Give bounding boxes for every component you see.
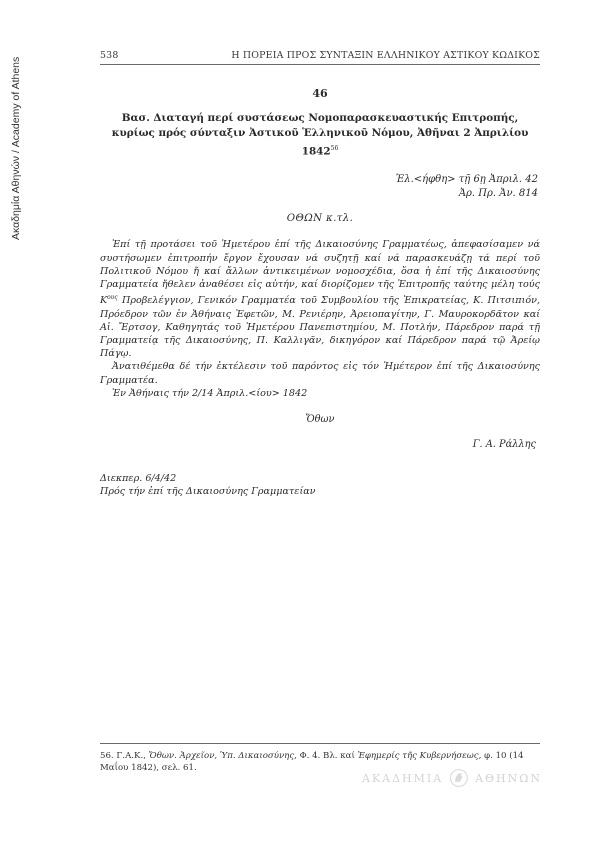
decree-body — [100, 238, 540, 399]
document-title-text: Βασ. Διαταγή περί συστάσεως Νομοπαρασκευαστικής Επιτροπής, κυρίως πρός σύνταξιν Ἀστικοῦ Ἑλληνικοῦ Νόμου, Ἀθῆναι 2 Ἀπριλίου 1842 — [111, 112, 529, 158]
running-title: Η ΠΟΡΕΙΑ ΠΡΟΣ ΣΥΝΤΑΞΙΝ ΕΛΛΗΝΙΚΟΥ ΑΣΤΙΚΟΥ ΚΩΔΙΚΟΣ — [231, 50, 540, 61]
footnote-number: 56. — [100, 751, 114, 761]
academy-watermark — [362, 763, 542, 793]
document-title — [106, 111, 534, 159]
running-header — [100, 50, 540, 65]
signature-minister: Γ. Α. Ράλλης — [472, 438, 536, 450]
document-number: 46 — [312, 87, 328, 100]
side-archive-label: Ακαδημία Αθηνών / Academy of Athens — [10, 56, 22, 240]
dispatch-date: Διεκπερ. 6/4/42 — [100, 472, 177, 484]
sovereign-heading: ΟΘΩΝ κ.τλ. — [286, 213, 354, 225]
dispatch-note — [100, 472, 540, 498]
athena-head-icon — [449, 765, 469, 791]
registry-note — [100, 173, 540, 201]
watermark-text-right: ΑΘΗΝΩΝ — [475, 771, 542, 785]
page-number: 538 — [100, 50, 119, 61]
registry-received: Ἐλ.<ήφθη> τῇ 6ῃ Ἀπριλ. 42 — [395, 174, 538, 186]
footnote-ref: 56 — [330, 145, 339, 152]
document-page — [100, 50, 540, 498]
watermark-text-left: ΑΚΑΔΗΜΙΑ — [362, 771, 444, 785]
decree-paragraph-2: Ἀνατιθέμεθα δέ τήν ἐκτέλεσιν τοῦ παρόντος εἰς τόν Ἡμέτερον ἐπί τῆς Δικαιοσύνης Γραμματέα. — [100, 361, 540, 386]
footnote: 56. Γ.Α.Κ., Ὄθων. Ἀρχεῖον, Ὑπ. Δικαιοσύνης, Φ. 4. Βλ. καί Ἐφημερίς τῆς Κυβερνήσεως, φ. 10 (14 Μαΐου 1842), σελ. 61. — [100, 743, 540, 774]
signature-king: Ὄθων — [305, 413, 335, 425]
decree-date: Ἐν Ἀθήναις τήν 2/14 Ἀπριλ.<ίου> 1842 — [112, 387, 308, 399]
decree-paragraph-1: Ἐπί τῇ προτάσει τοῦ Ἡμετέρου ἐπί τῆς Δικαιοσύνης Γραμματέως, ἀπεφασίσαμεν νά συστήσωμεν ἐπιτροπήν ἔργον ἔχουσαν νά συζητῇ καί νά παρασκευάζῃ τά περί τοῦ Πολιτικοῦ Νόμου ἤ καί ἄλλων ἀντικειμένων νομοσχέδια, ὅσα ἡ ἐπί τῆς Δικαιοσύνης Γραμματεία ἤθελεν ἀναθέσει εἰς αὐτήν, καί διορίζομεν τῆς Ἐπιτροπῆς ταύτης μέλη τούς $K^{o\upsilon\varsigma}$ Προβελέγγιον, Γενικόν Γραμματέα τοῦ Συμβουλίου τῆς Ἐπικρατείας, Κ. Πιτσιπιόν, Πρόεδρον τῶν ἐν Ἀθήναις Ἐφετῶν, Μ. Ρενιέρην, Ἀρειοπαγίτην, Γ. Μαυροκορδᾶτον καί Αἰ. Ἔρτσογ, Καθηγητάς τοῦ Ἡμετέρου Πανεπιστημίου, Μ. Ποτλήν, Πάρεδρον παρά τῇ Γραμματείᾳ τῆς Δικαιοσύνης, Π. Καλλιγᾶν, δικηγόρον καί Πάρεδρον παρά τῷ Ἀρείῳ Πάγῳ. — [100, 239, 540, 360]
registry-protocol: Ἀρ. Πρ. Ἀν. 814 — [458, 188, 538, 200]
dispatch-recipient: Πρός τήν ἐπί τῆς Δικαιοσύνης Γραμματείαν — [100, 486, 316, 498]
